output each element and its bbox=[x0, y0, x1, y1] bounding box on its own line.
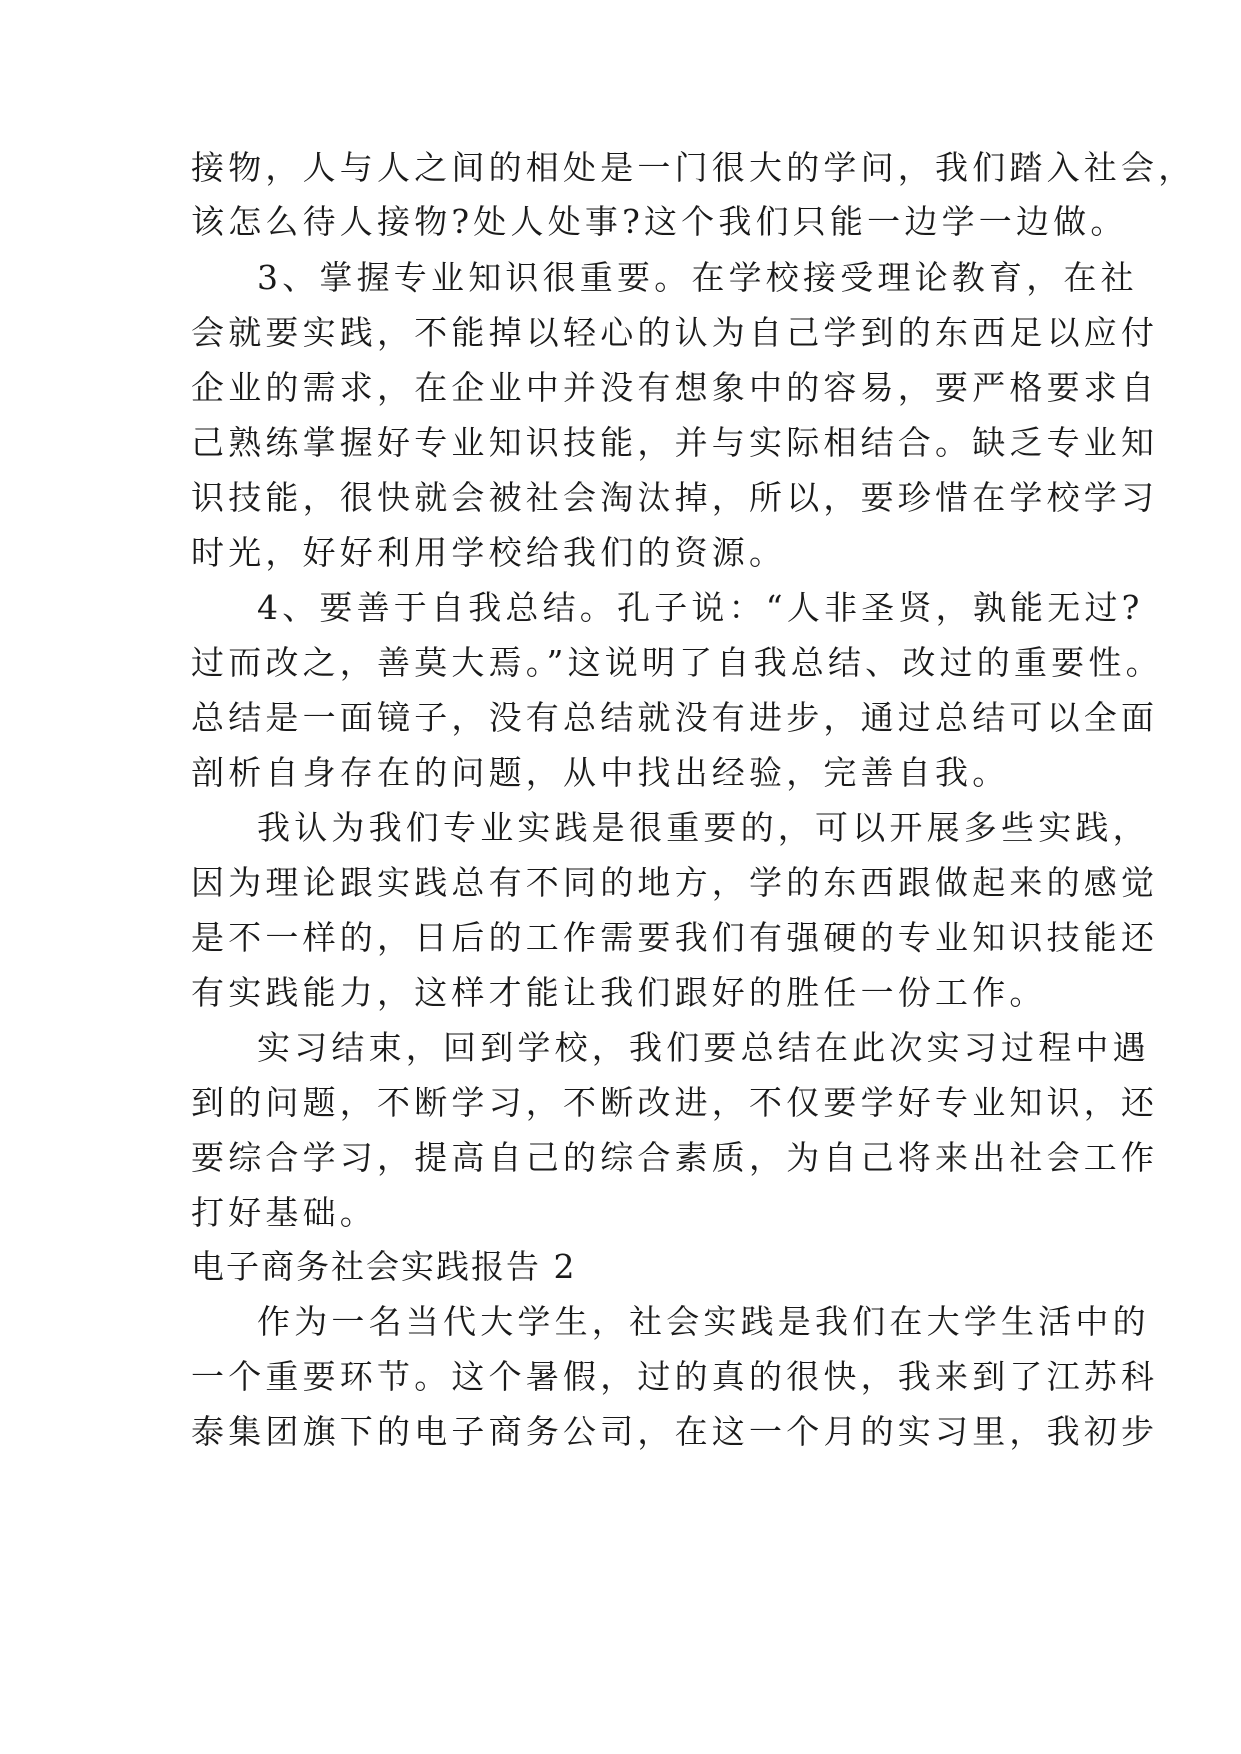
text-line: 打好基础。 bbox=[191, 1193, 377, 1232]
paragraph-start-line: 3、掌握专业知识很重要。在学校接受理论教育，在社 bbox=[257, 258, 1138, 297]
text-line: 要综合学习，提高自己的综合素质，为自己将来出社会工作 bbox=[191, 1138, 1159, 1177]
paragraph-start-line: 作为一名当代大学生，社会实践是我们在大学生活中的 bbox=[257, 1302, 1150, 1341]
text-line: 是不一样的，日后的工作需要我们有强硬的专业知识技能还 bbox=[191, 918, 1159, 957]
text-line: 识技能，很快就会被社会淘汰掉，所以，要珍惜在学校学习 bbox=[191, 478, 1159, 517]
text-line: 时光，好好利用学校给我们的资源。 bbox=[191, 533, 787, 572]
text-line: 因为理论跟实践总有不同的地方，学的东西跟做起来的感觉 bbox=[191, 863, 1159, 902]
text-line: 己熟练掌握好专业知识技能，并与实际相结合。缺乏专业知 bbox=[191, 423, 1159, 462]
paragraph-start-line: 我认为我们专业实践是很重要的，可以开展多些实践， bbox=[257, 808, 1150, 847]
section-heading: 电子商务社会实践报告 2 bbox=[191, 1247, 577, 1286]
text-line: 过而改之，善莫大焉。”这说明了自我总结、改过的重要性。 bbox=[191, 643, 1163, 682]
text-line: 剖析自身存在的问题，从中找出经验，完善自我。 bbox=[191, 753, 1010, 792]
text-line: 泰集团旗下的电子商务公司，在这一个月的实习里，我初步 bbox=[191, 1412, 1159, 1451]
paragraph-start-line: 4、要善于自我总结。孔子说：“人非圣贤，孰能无过? bbox=[257, 588, 1144, 627]
text-line: 有实践能力，这样才能让我们跟好的胜任一份工作。 bbox=[191, 973, 1047, 1012]
text-line: 总结是一面镜子，没有总结就没有进步，通过总结可以全面 bbox=[191, 698, 1159, 737]
text-line: 到的问题，不断学习，不断改进，不仅要学好专业知识，还 bbox=[191, 1083, 1159, 1122]
text-line: 企业的需求，在企业中并没有想象中的容易，要严格要求自 bbox=[191, 368, 1159, 407]
text-line: 接物，人与人之间的相处是一门很大的学问，我们踏入社会， bbox=[191, 148, 1196, 187]
paragraph-start-line: 实习结束，回到学校，我们要总结在此次实习过程中遇 bbox=[257, 1028, 1150, 1067]
text-line: 会就要实践，不能掉以轻心的认为自己学到的东西足以应付 bbox=[191, 313, 1159, 352]
text-line: 一个重要环节。这个暑假，过的真的很快，我来到了江苏科 bbox=[191, 1357, 1159, 1396]
text-line: 该怎么待人接物?处人处事?这个我们只能一边学一边做。 bbox=[191, 202, 1128, 241]
